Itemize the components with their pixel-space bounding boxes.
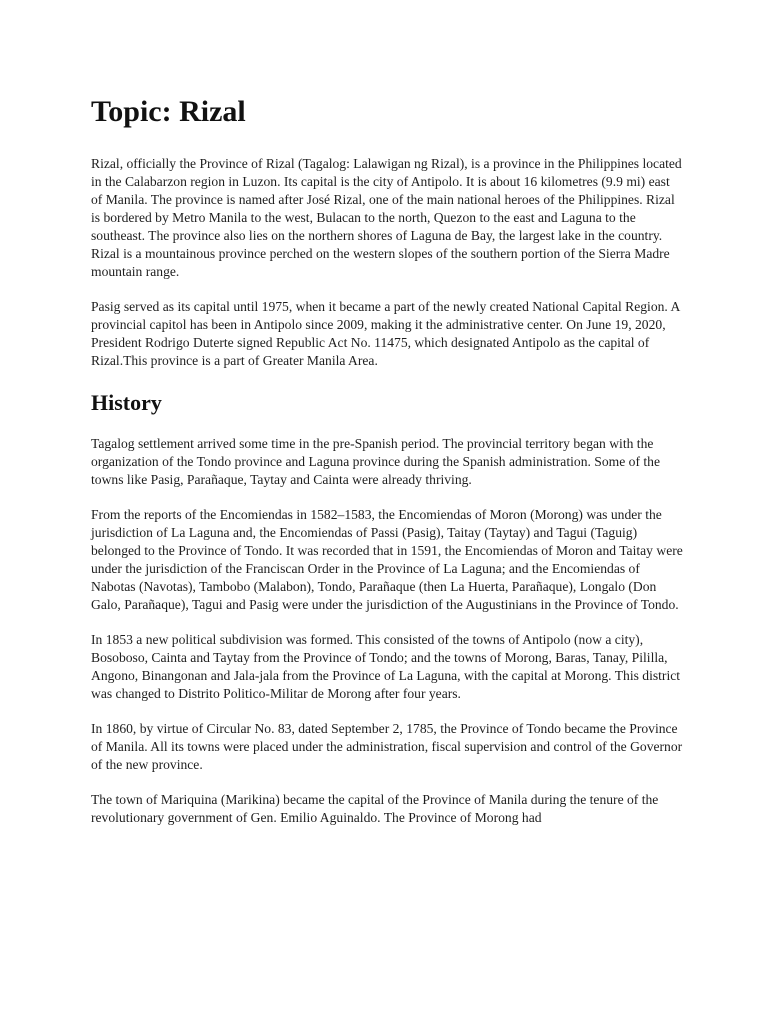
intro-paragraph-2: Pasig served as its capital until 1975, when it became a part of the newly created National Capital Region. A provincial capitol has been in Antipolo since 2009, making it the administrative center. On June 19, 2020, President Rodrigo Duterte signed Republic Act No. 11475, which designated Antipolo as the capital of Rizal.This province is a part of Greater Manila Area. xyxy=(91,299,680,368)
history-paragraph-5: The town of Mariquina (Marikina) became the capital of the Province of Manila during the tenure of the revolutionary government of Gen. Emilio Aguinaldo. The Province of Morong had xyxy=(91,792,659,825)
history-paragraph-1: Tagalog settlement arrived some time in the pre-Spanish period. The provincial territory began with the organization of the Tondo province and Laguna province during the Spanish administration. Some of the towns like Pasig, Parañaque, Taytay and Cainta were already thriving. xyxy=(91,436,660,487)
document-page xyxy=(91,92,683,844)
history-paragraph-2: From the reports of the Encomiendas in 1582–1583, the Encomiendas of Moron (Morong) was under the jurisdiction of La Laguna and, the Encomiendas of Passi (Pasig), Taitay (Taytay) and Tagui (Taguig) belonged to the Province of Tondo. It was recorded that in 1591, the Encomiendas of Moron and Taitay were under the jurisdiction of the Franciscan Order in the Province of La Laguna; and the Encomiendas of Nabotas (Navotas), Tambobo (Malabon), Tondo, Parañaque (then La Huerta, Parañaque), Longalo (Don Galo, Parañaque), Tagui and Pasig were under the jurisdiction of the Augustinians in the Province of Tondo. xyxy=(91,507,683,612)
history-paragraph-4: In 1860, by virtue of Circular No. 83, dated September 2, 1785, the Province of Tondo became the Province of Manila. All its towns were placed under the administration, fiscal supervision and control of the Governor of the new province. xyxy=(91,721,683,772)
page-title: Topic: Rizal xyxy=(91,95,246,128)
history-heading: History xyxy=(91,390,162,415)
intro-paragraph-1: Rizal, officially the Province of Rizal (Tagalog: Lalawigan ng Rizal), is a province in the Philippines located in the Calabarzon region in Luzon. Its capital is the city of Antipolo. It is about 16 kilometres (9.9 mi) east of Manila. The province is named after José Rizal, one of the main national heroes of the Philippines. Rizal is bordered by Metro Manila to the west, Bulacan to the north, Quezon to the east and Laguna to the southeast. The province also lies on the northern shores of Laguna de Bay, the largest lake in the country. Rizal is a mountainous province perched on the western slopes of the southern portion of the Sierra Madre mountain range. xyxy=(91,156,682,279)
history-paragraph-3: In 1853 a new political subdivision was formed. This consisted of the towns of Antipolo (now a city), Bosoboso, Cainta and Taytay from the Province of Tondo; and the towns of Morong, Baras, Tanay, Pililla, Angono, Binangonan and Jala-jala from the Province of La Laguna, with the capital at Morong. This district was changed to Distrito Politico-Militar de Morong after four years. xyxy=(91,632,681,701)
